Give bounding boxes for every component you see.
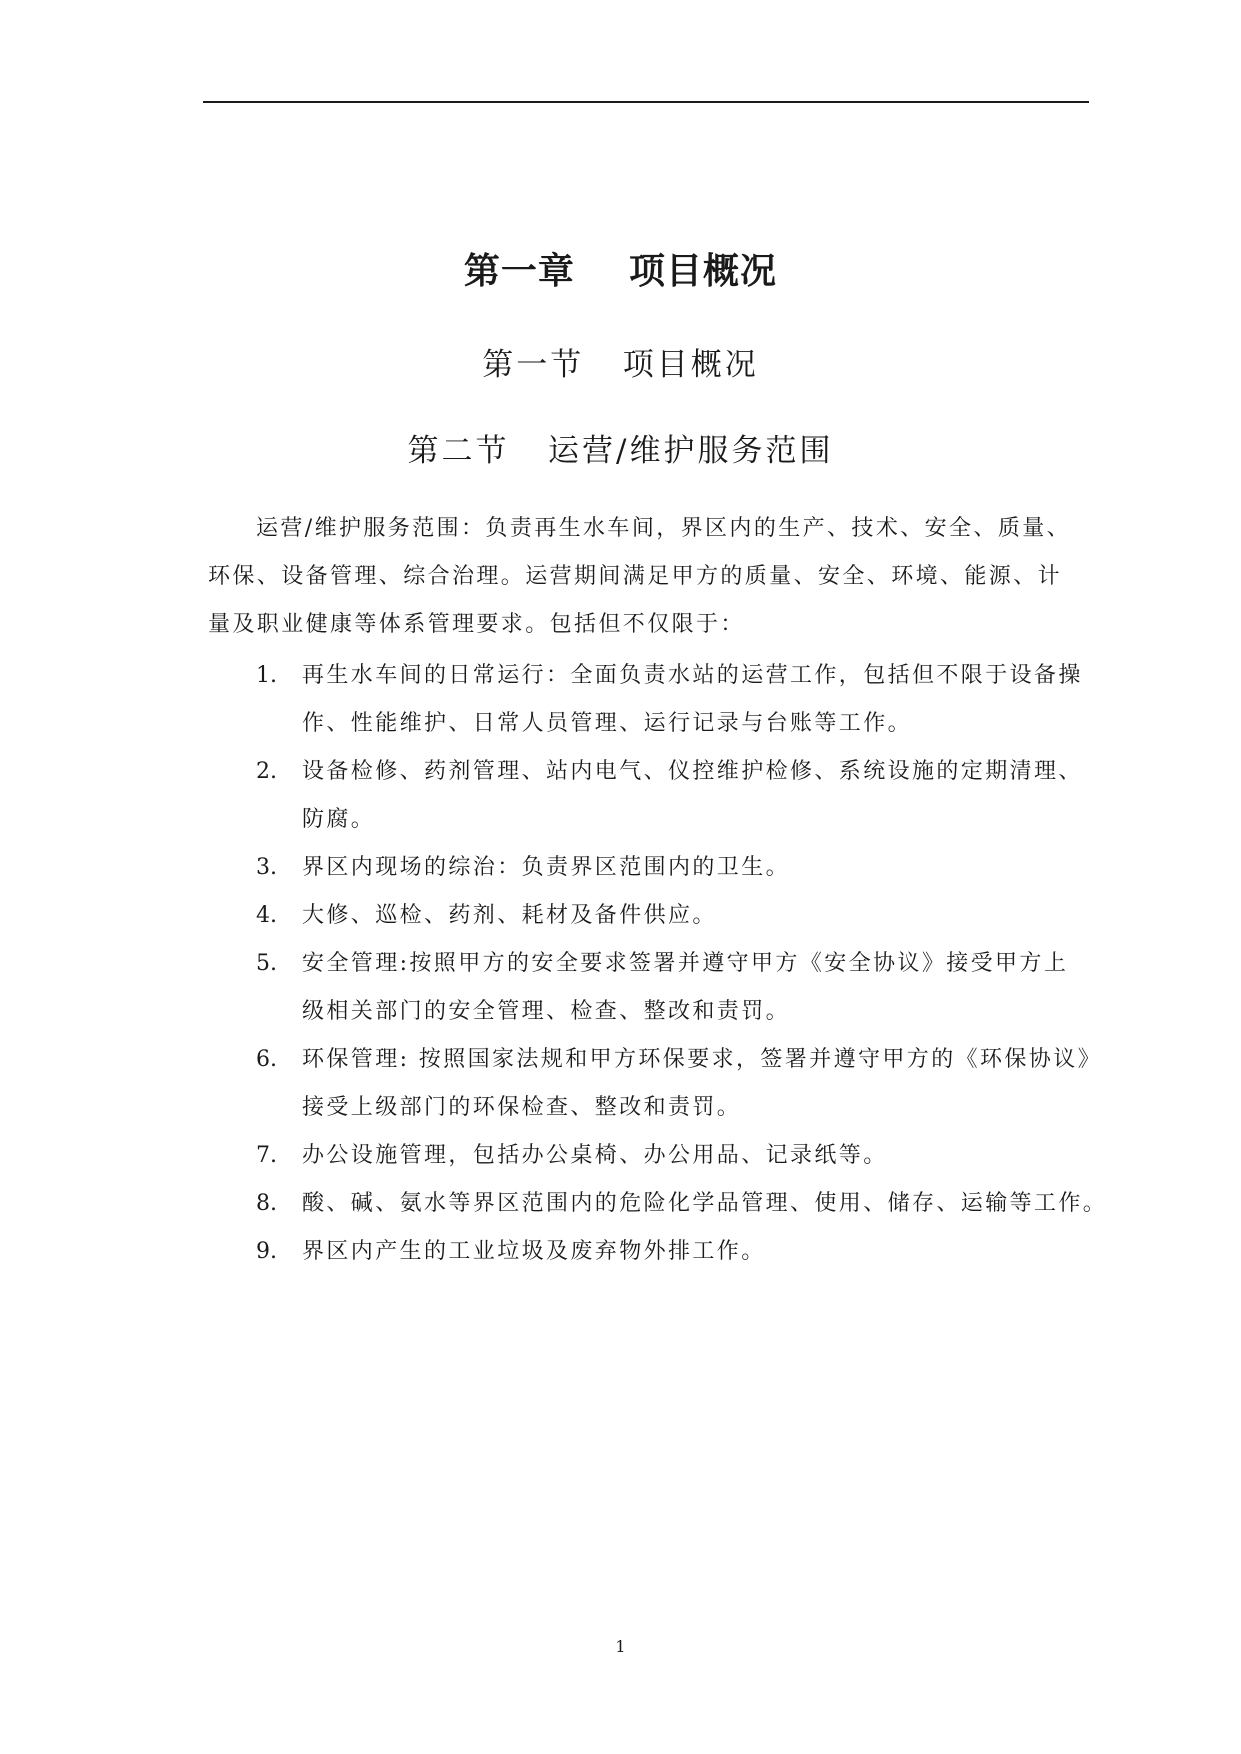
list-item-number: 9.	[256, 1239, 277, 1264]
list-item-text: 大修、巡检、药剂、耗材及备件供应。	[302, 903, 717, 928]
list-item-text: 防腐。	[302, 807, 376, 832]
list-item-number: 2.	[256, 759, 277, 784]
list-item	[256, 652, 1116, 748]
section-title-2: 第二节 运营/维护服务范围	[407, 433, 834, 469]
list-item-text: 办公设施管理，包括办公桌椅、办公用品、记录纸等。	[302, 1143, 888, 1168]
intro-line: 运营/维护服务范围：负责再生水车间，界区内的生产、技术、安全、质量、	[256, 516, 1072, 541]
intro-paragraph	[208, 505, 1108, 649]
page-number: 1	[615, 1637, 626, 1656]
list-item	[256, 1228, 1116, 1276]
list-item-text: 再生水车间的日常运行：全面负责水站的运营工作，包括但不限于设备操	[302, 663, 1083, 688]
list-item-text: 级相关部门的安全管理、检查、整改和责罚。	[302, 999, 791, 1024]
list-item-number: 3.	[256, 855, 277, 880]
list-item	[256, 892, 1116, 940]
list-item-text: 接受上级部门的环保检查、整改和责罚。	[302, 1095, 742, 1120]
list-item-text: 作、性能维护、日常人员管理、运行记录与台账等工作。	[302, 711, 913, 736]
list-item-number: 6.	[256, 1047, 277, 1072]
list-item	[256, 1132, 1116, 1180]
list-item-text: 设备检修、药剂管理、站内电气、仪控维护检修、系统设施的定期清理、	[302, 759, 1083, 784]
list-item-text: 酸、碱、氨水等界区范围内的危险化学品管理、使用、储存、运输等工作。	[302, 1191, 1108, 1216]
list-item-number: 1.	[256, 663, 277, 688]
list-item	[256, 940, 1116, 1036]
list-item-text: 界区内产生的工业垃圾及废弃物外排工作。	[302, 1239, 766, 1264]
list-item	[256, 748, 1116, 844]
list-item-text: 界区内现场的综治：负责界区范围内的卫生。	[302, 855, 791, 880]
list-item	[256, 1180, 1116, 1228]
list-item-number: 7.	[256, 1143, 277, 1168]
section-title-1: 第一节 项目概况	[482, 347, 759, 383]
list-item	[256, 1036, 1116, 1132]
list-item	[256, 844, 1116, 892]
list-item-text: 安全管理:按照甲方的安全要求签署并遵守甲方《安全协议》接受甲方上	[302, 951, 1069, 976]
list-item-number: 4.	[256, 903, 277, 928]
intro-line: 量及职业健康等体系管理要求。包括但不仅限于：	[208, 612, 745, 637]
chapter-title: 第一章 项目概况	[463, 250, 778, 292]
header-rule	[203, 101, 1089, 103]
list-item-number: 5.	[256, 951, 277, 976]
scope-list	[256, 652, 1116, 1276]
list-item-text: 环保管理: 按照国家法规和甲方环保要求，签署并遵守甲方的《环保协议》	[302, 1047, 1103, 1072]
intro-line: 环保、设备管理、综合治理。运营期间满足甲方的质量、安全、环境、能源、计	[208, 564, 1063, 589]
list-item-number: 8.	[256, 1191, 277, 1216]
